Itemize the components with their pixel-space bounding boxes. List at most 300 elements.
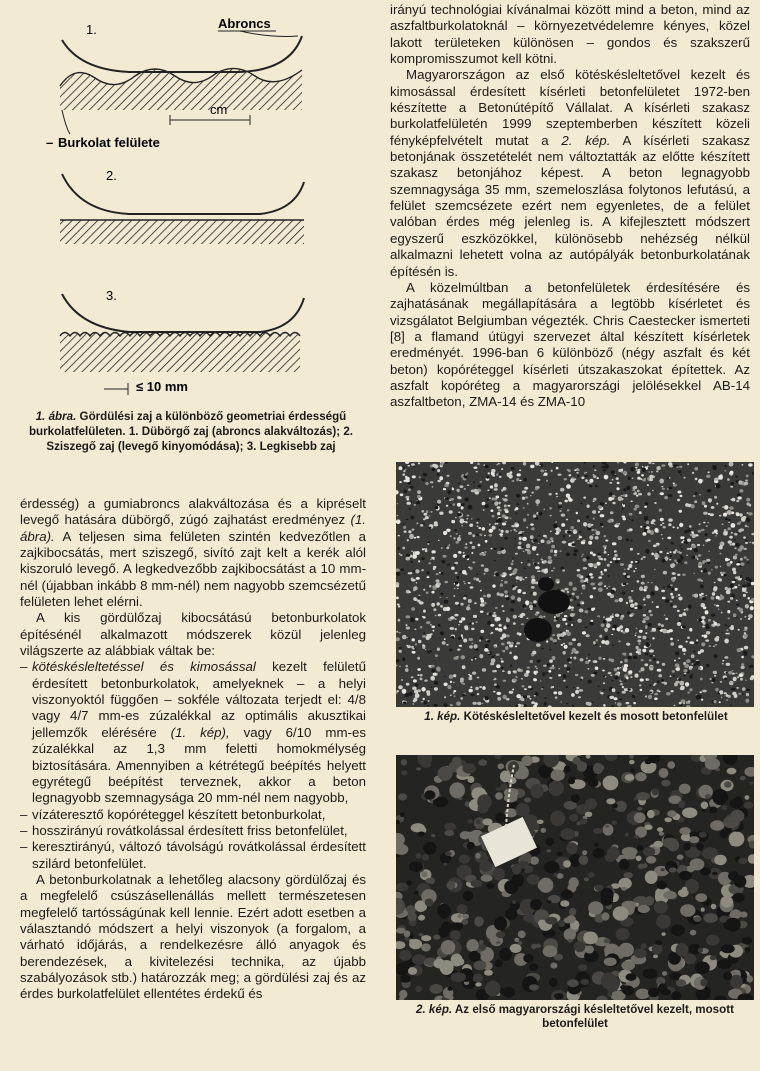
aggregate-speck [621,679,623,680]
aggregate-speck [603,776,619,791]
aggregate-speck [405,557,410,561]
aggregate-speck [718,609,720,610]
aggregate-speck [446,597,448,598]
aggregate-speck [562,569,565,571]
aggregate-speck [635,674,639,678]
aggregate-speck [614,550,617,552]
aggregate-speck [474,644,478,649]
aggregate-speck [746,498,750,502]
aggregate-speck [562,541,567,544]
aggregate-speck [649,649,654,652]
aggregate-speck [516,503,519,505]
aggregate-speck [457,904,468,914]
aggregate-speck [458,604,460,606]
aggregate-speck [656,914,671,928]
aggregate-speck [446,644,449,646]
aggregate-speck [569,814,578,822]
aggregate-speck [560,633,564,637]
aggregate-speck [565,623,567,626]
aggregate-speck [709,645,711,647]
aggregate-speck [549,659,553,662]
aggregate-speck [611,705,614,707]
aggregate-speck [403,523,405,524]
aggregate-speck [599,635,602,638]
aggregate-speck [562,618,566,621]
aggregate-speck [528,686,532,689]
aggregate-speck [508,474,512,478]
aggregate-speck [571,652,573,654]
aggregate-speck [523,478,526,482]
aggregate-speck [430,481,434,483]
aggregate-speck [455,628,457,630]
aggregate-speck [472,546,476,549]
aggregate-speck [604,569,607,572]
aggregate-speck [477,949,482,953]
aggregate-speck [623,872,632,878]
aggregate-speck [707,489,712,492]
aggregate-speck [655,587,659,591]
aggregate-speck [457,649,460,651]
aggregate-speck [601,558,603,561]
aggregate-speck [662,629,667,634]
aggregate-speck [490,485,493,488]
aggregate-speck [572,587,577,591]
aggregate-speck [720,896,733,908]
aggregate-speck [504,590,508,593]
aggregate-speck [651,471,653,472]
aggregate-speck [494,483,498,487]
aggregate-speck [737,522,741,525]
aggregate-speck [513,671,516,673]
aggregate-speck [515,524,519,527]
aggregate-speck [546,849,551,852]
aggregate-speck [415,554,417,555]
aggregate-speck [589,573,593,576]
aggregate-speck [421,510,424,513]
aggregate-speck [693,573,695,574]
aggregate-speck [511,563,514,566]
aggregate-speck [564,645,568,649]
aggregate-speck [406,665,408,668]
aggregate-speck [652,788,660,795]
aggregate-speck [533,592,537,596]
aggregate-speck [479,940,484,945]
aggregate-speck [515,507,518,510]
aggregate-speck [470,462,473,464]
aggregate-speck [482,686,485,690]
aggregate-speck [527,667,530,669]
aggregate-speck [577,469,580,471]
aggregate-speck [612,804,618,809]
aggregate-speck [533,539,538,542]
aggregate-speck [571,607,574,609]
aggregate-speck [603,658,605,660]
aggregate-speck [669,629,673,632]
aggregate-speck [438,624,440,626]
aggregate-speck [649,475,653,478]
aggregate-speck [476,578,479,581]
aggregate-speck [595,485,598,487]
aggregate-speck [649,685,651,687]
aggregate-speck [502,610,504,612]
aggregate-speck [461,519,464,522]
aggregate-speck [477,794,491,809]
aggregate-speck [737,648,742,652]
aggregate-speck [632,489,635,491]
aggregate-speck [552,634,555,636]
aggregate-speck [751,655,754,658]
aggregate-speck [691,660,694,662]
aggregate-speck [555,696,558,698]
aggregate-speck [566,703,568,704]
aggregate-speck [563,643,566,645]
aggregate-speck [433,959,445,969]
aggregate-speck [473,489,477,493]
aggregate-speck [749,665,754,668]
aggregate-speck [457,914,462,918]
aggregate-speck [411,551,413,552]
photo-1-reference: (1. kép), [170,724,230,740]
aggregate-speck [624,680,626,682]
aggregate-speck [506,597,510,600]
aggregate-speck [637,479,639,480]
aggregate-speck [453,682,455,683]
aggregate-speck [462,763,476,774]
aggregate-speck [622,666,624,668]
aggregate-speck [469,608,471,609]
aggregate-speck [536,554,538,556]
aggregate-speck [483,573,485,575]
aggregate-speck [733,893,745,903]
aggregate-speck [492,670,495,672]
aggregate-speck [671,542,674,544]
aggregate-speck [420,626,423,629]
aggregate-speck [494,523,496,525]
aggregate-speck [612,614,614,615]
aggregate-speck [489,534,493,537]
aggregate-speck [591,529,594,531]
aggregate-speck [443,488,446,491]
aggregate-speck [586,755,591,759]
aggregate-speck [649,659,652,661]
aggregate-speck [501,667,504,669]
aggregate-speck [405,496,409,499]
aggregate-speck [572,648,577,653]
aggregate-speck [602,462,607,465]
aggregate-speck [726,699,728,701]
aggregate-speck [587,505,590,508]
aggregate-speck [500,658,503,660]
aggregate-speck [422,548,424,550]
aggregate-speck [665,618,668,620]
aggregate-speck [730,597,733,600]
aggregate-speck [690,534,693,536]
aggregate-speck [722,663,724,665]
aggregate-speck [623,505,625,507]
aggregate-speck [677,574,680,576]
aggregate-speck [591,674,595,677]
aggregate-speck [622,691,626,694]
aggregate-speck [525,549,528,551]
aggregate-speck [406,615,411,618]
aggregate-speck [627,575,630,578]
aggregate-speck [701,908,705,912]
aggregate-speck [547,663,551,666]
aggregate-speck [739,608,743,611]
aggregate-speck [523,695,527,698]
aggregate-speck [631,519,634,521]
aggregate-speck [463,683,466,685]
aggregate-speck [445,462,448,464]
aggregate-speck [691,556,695,560]
aggregate-speck [479,580,481,582]
aggregate-speck [724,465,726,467]
aggregate-speck [469,689,473,693]
aggregate-speck [730,810,744,822]
aggregate-speck [415,643,417,645]
aggregate-speck [731,970,741,976]
aggregate-speck [588,680,592,684]
aggregate-speck [730,909,742,919]
left-paragraph-1 [20,496,366,610]
aggregate-speck [748,614,753,618]
aggregate-speck [623,583,627,586]
aggregate-speck [401,759,407,766]
aggregate-speck [727,768,737,775]
aggregate-speck [612,688,616,692]
aggregate-speck [506,634,510,637]
aggregate-speck [600,571,602,573]
aggregate-speck [712,531,715,534]
aggregate-speck [509,517,511,519]
aggregate-speck [723,531,728,536]
aggregate-speck [730,513,732,514]
aggregate-speck [432,486,434,488]
aggregate-speck [738,858,748,864]
aggregate-speck [425,899,434,907]
aggregate-speck [720,681,722,683]
aggregate-speck [474,961,487,971]
aggregate-speck [536,504,538,506]
aggregate-speck [557,581,560,583]
aggregate-speck [515,553,518,555]
aggregate-speck [531,701,535,704]
aggregate-speck [730,841,735,846]
aggregate-speck [515,531,517,532]
aggregate-speck [622,653,624,655]
aggregate-speck [479,534,482,536]
aggregate-speck [607,519,612,523]
aggregate-speck [416,522,418,524]
aggregate-speck [625,833,629,837]
aggregate-speck [634,486,637,489]
aggregate-speck [656,466,660,470]
aggregate-speck [468,582,471,584]
aggregate-speck [512,589,514,591]
aggregate-speck [673,551,676,554]
aggregate-speck [521,698,525,701]
aggregate-speck [544,702,547,706]
aggregate-speck [706,631,711,635]
aggregate-speck [622,508,624,510]
aggregate-speck [716,484,721,489]
aggregate-speck [687,636,690,639]
aggregate-speck [563,860,571,867]
aggregate-speck [669,551,671,553]
aggregate-speck [567,979,579,987]
aggregate-speck [695,478,698,481]
aggregate-speck [737,493,741,497]
aggregate-speck [445,851,452,856]
aggregate-speck [581,476,584,479]
aggregate-speck [437,474,439,476]
aggregate-speck [578,696,581,698]
figure-label-10mm: ≤ 10 mm [136,379,188,394]
aggregate-speck [572,638,576,641]
aggregate-speck [713,671,717,674]
aggregate-speck [459,571,461,573]
aggregate-speck [491,656,494,658]
right-column-text [390,2,750,411]
aggregate-speck [742,687,745,691]
aggregate-speck [495,792,503,800]
aggregate-speck [690,858,705,870]
aggregate-speck [641,474,644,476]
aggregate-speck [641,558,644,560]
aggregate-speck [603,682,605,684]
aggregate-speck [515,645,517,647]
aggregate-speck [538,562,540,564]
aggregate-speck [612,495,615,498]
aggregate-speck [605,640,610,645]
aggregate-speck [734,694,738,698]
aggregate-speck [613,906,629,920]
aggregate-speck [411,676,414,678]
aggregate-speck [695,893,707,902]
aggregate-speck [416,767,421,770]
aggregate-speck [714,855,726,866]
aggregate-speck [689,628,692,632]
aggregate-speck [714,582,716,583]
aggregate-speck [647,623,651,627]
list-item-4-text: keresztirányú, változó távolságú rovátkolással érdesített szilárd betonfelület. [32,839,366,871]
aggregate-speck [466,518,468,519]
aggregate-speck [496,523,498,525]
aggregate-speck [406,519,408,520]
aggregate-speck [605,855,613,861]
aggregate-speck [455,572,458,574]
aggregate-speck [647,466,649,467]
aggregate-speck [525,577,527,578]
aggregate-speck [715,566,718,569]
aggregate-speck [477,463,480,466]
aggregate-speck [642,620,646,623]
aggregate-speck [466,473,468,475]
aggregate-speck [470,586,474,588]
aggregate-speck [409,861,423,872]
aggregate-speck [535,487,538,490]
aggregate-speck [708,619,711,622]
aggregate-speck [564,615,568,617]
aggregate-speck [711,682,713,684]
aggregate-speck [541,559,543,561]
aggregate-speck [629,513,633,516]
aggregate-speck [522,497,525,500]
aggregate-speck [550,549,553,553]
aggregate-speck [640,526,642,528]
aggregate-speck [700,584,704,588]
aggregate-speck [432,468,436,471]
aggregate-speck [738,693,741,695]
aggregate-speck [662,838,678,848]
aggregate-speck [642,532,646,536]
aggregate-speck [740,521,742,522]
aggregate-speck [593,501,595,502]
aggregate-speck [521,546,524,548]
aggregate-speck [623,488,626,491]
aggregate-speck [471,643,473,645]
aggregate-speck [494,683,497,686]
aggregate-speck [530,465,534,469]
aggregate-speck [472,974,483,983]
aggregate-speck [605,540,608,542]
aggregate-speck [735,576,739,579]
aggregate-speck [414,891,419,895]
aggregate-speck [433,559,435,560]
aggregate-speck [435,506,439,509]
aggregate-speck [415,683,419,686]
aggregate-speck [404,930,411,937]
aggregate-speck [617,667,620,670]
aggregate-speck [684,673,686,674]
aggregate-speck [476,820,481,825]
aggregate-speck [486,883,494,889]
aggregate-speck [678,597,682,601]
aggregate-speck [654,697,658,700]
aggregate-speck [482,668,486,672]
aggregate-speck [657,669,662,672]
aggregate-speck [626,538,629,541]
aggregate-speck [463,552,465,554]
aggregate-speck [426,621,431,624]
aggregate-speck [595,529,597,531]
aggregate-speck [588,660,591,662]
aggregate-speck [569,661,572,663]
aggregate-speck [408,692,412,696]
aggregate-speck [663,526,666,528]
aggregate-speck [661,534,663,535]
aggregate-speck [444,600,449,604]
aggregate-speck [636,495,639,497]
aggregate-speck [518,704,521,707]
aggregate-speck [673,675,675,677]
aggregate-speck [421,761,431,768]
aggregate-speck [445,497,449,500]
aggregate-speck [725,518,729,520]
aggregate-speck [743,536,746,538]
aggregate-speck [643,556,646,558]
aggregate-speck [688,700,691,702]
aggregate-speck [543,945,558,957]
aggregate-speck [551,462,553,463]
aggregate-speck [454,588,456,589]
aggregate-speck [707,522,709,524]
aggregate-speck [622,686,624,688]
aggregate-speck [616,487,619,490]
aggregate-speck [426,592,429,594]
aggregate-speck [549,677,552,679]
aggregate-speck [650,591,655,595]
